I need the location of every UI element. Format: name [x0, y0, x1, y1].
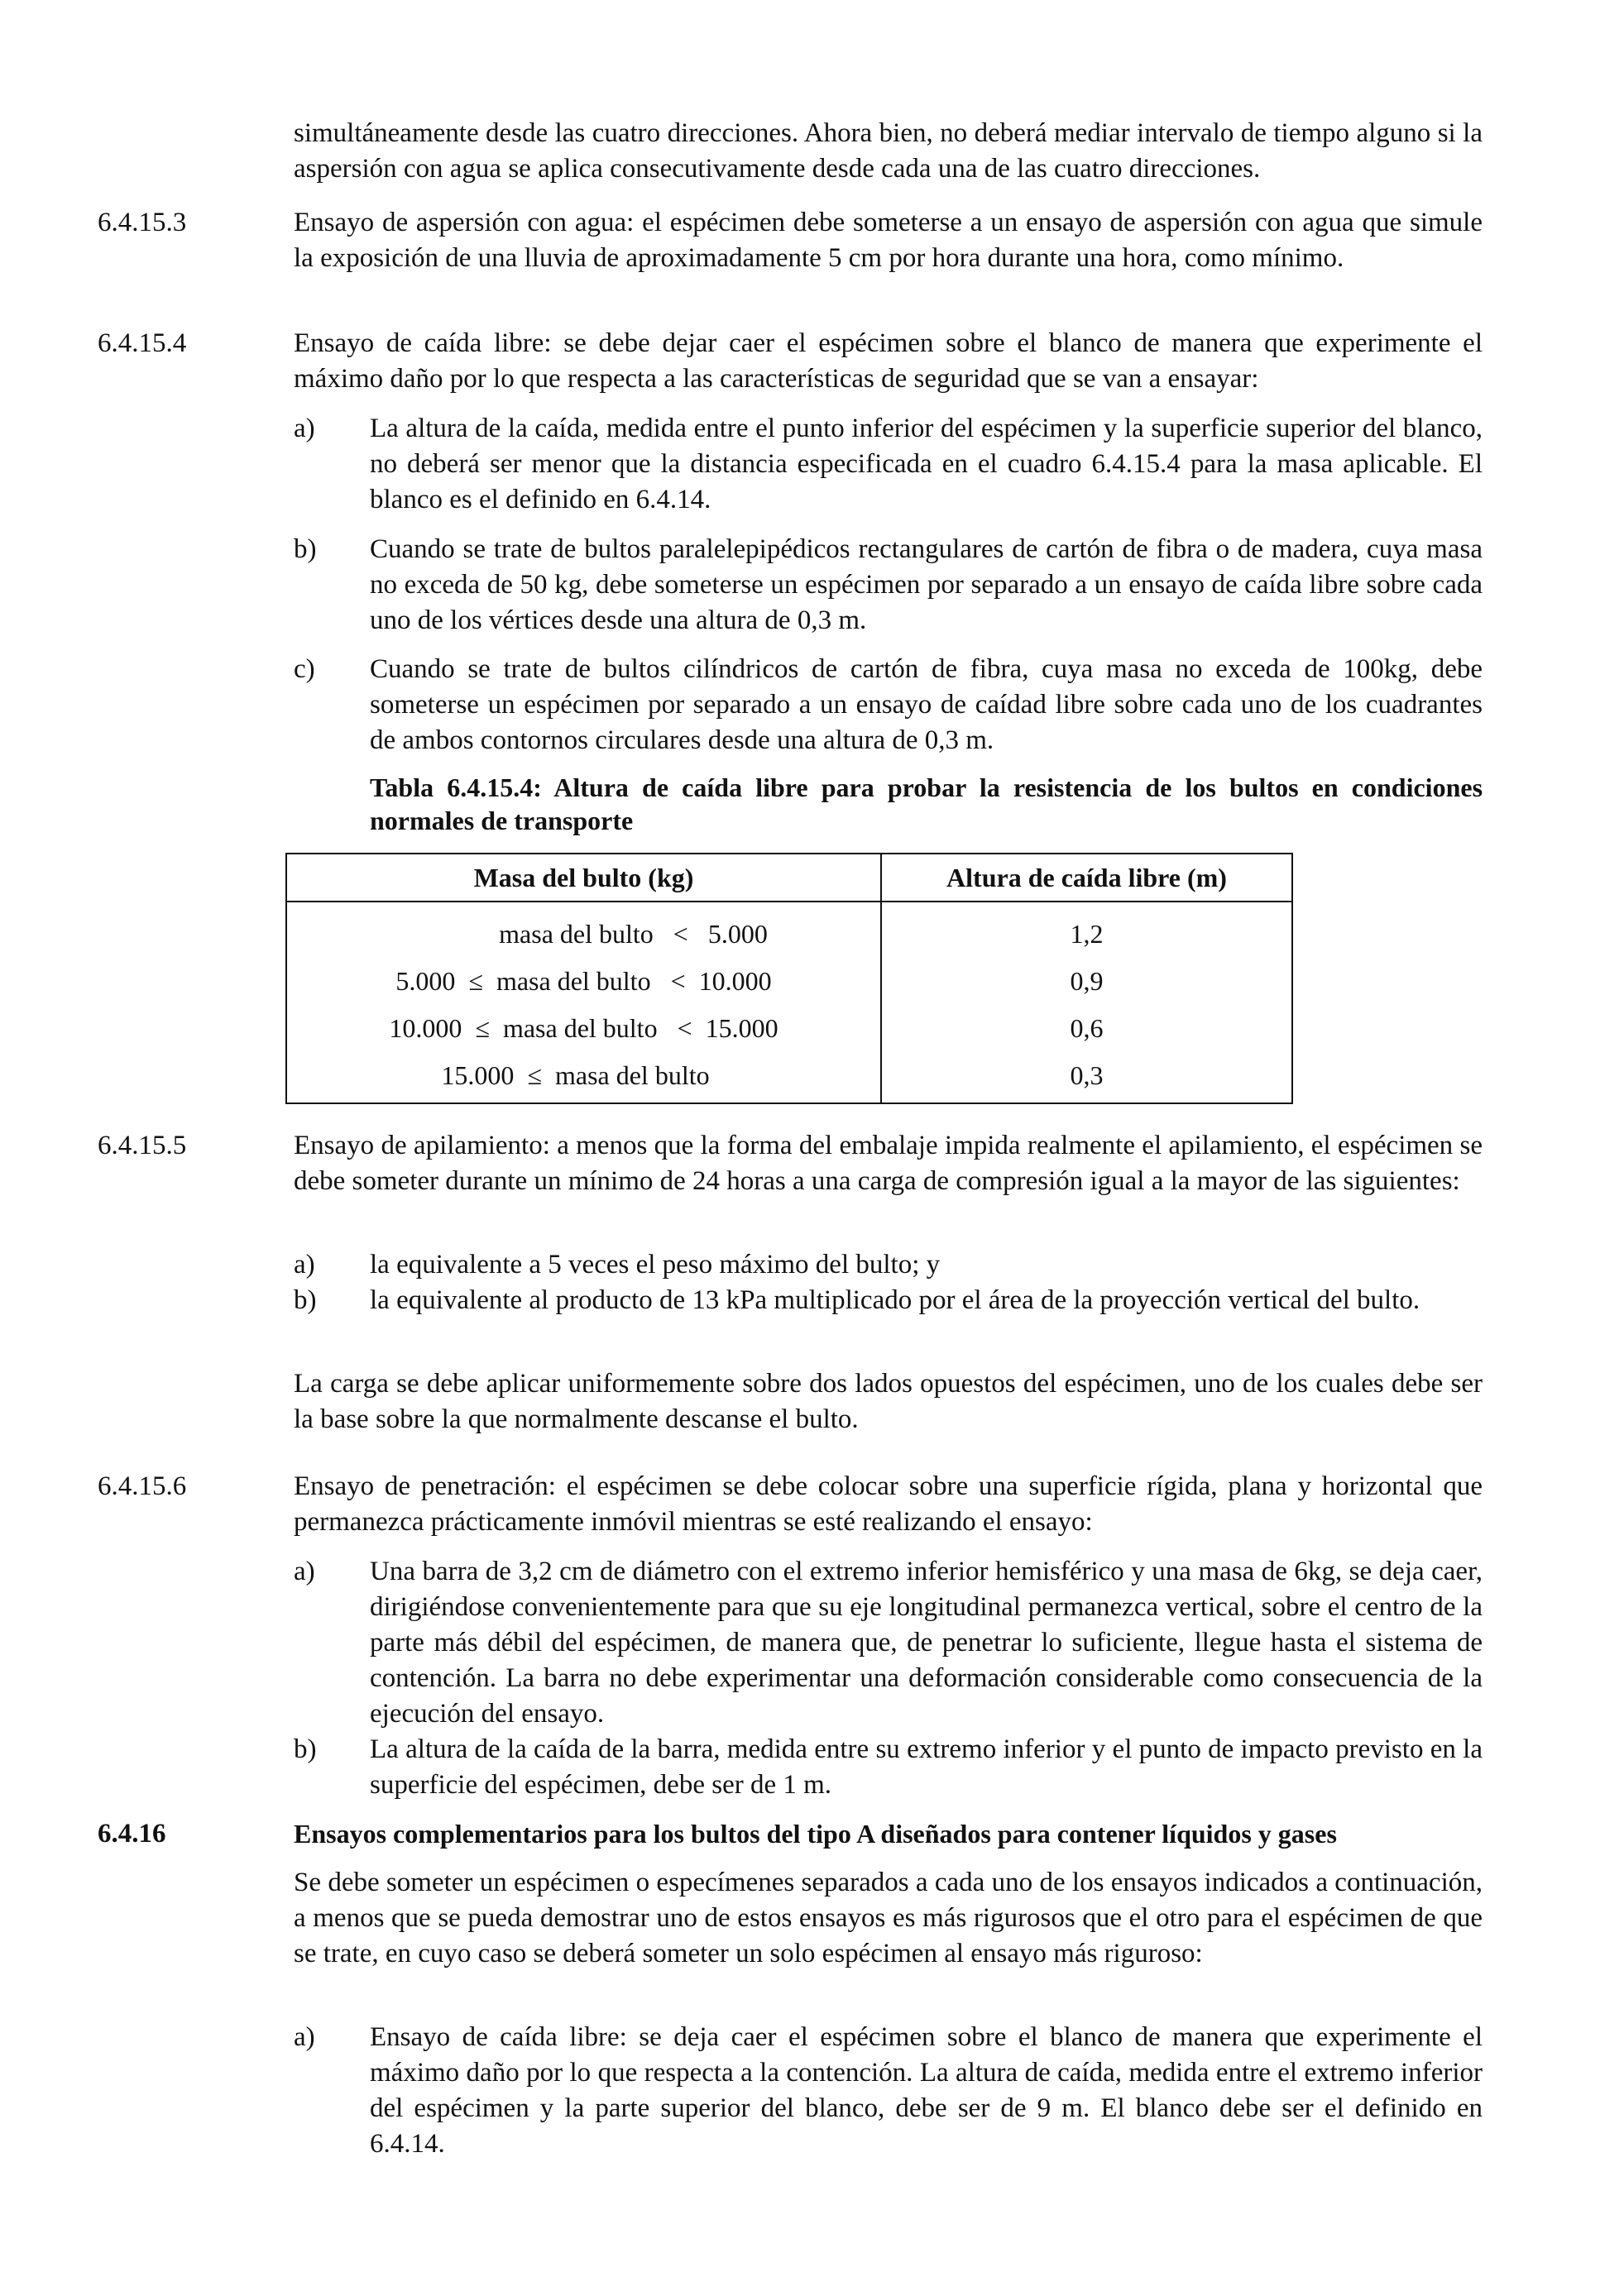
continuation-paragraph: simultáneamente desde las cuatro direcciones. Ahora bien, no deberá mediar intervalo de tiempo alguno si la aspersión con agua se aplica consecutivamente desde cada una de las cuatro direcciones. — [294, 118, 1483, 184]
drop-height-cell: 0,6 — [881, 1005, 1292, 1052]
section-text-6-4-15-6: Ensayo de penetración: el espécimen se debe colocar sobre una superficie rígida, plana y horizontal que permanezca prácticamente inmóvil mientras se esté realizando el ensayo: — [294, 1471, 1483, 1537]
column-header-height: Altura de caída libre (m) — [881, 854, 1292, 902]
mass-range-cell: 10.000 ≤ masa del bulto < 15.000 — [286, 1005, 881, 1052]
section-number-6-4-15-4: 6.4.15.4 — [98, 328, 187, 358]
section-text-6-4-16: Se debe someter un espécimen o especímenes separados a cada uno de los ensayos indicados a continuación, a menos que se pueda demostrar uno de estos ensayos es más rigurosos que el otro para el espécimen de que se trate, en cuyo caso se deberá someter un solo espécimen al ensayo más riguroso: — [294, 1868, 1483, 1968]
list-item-text: Una barra de 3,2 cm de diámetro con el extremo inferior hemisférico y una masa de 6kg, se deja caer, dirigiéndose convenientemente para que su eje longitudinal permanezca vertical, sobre el centro de la parte más débil del espécimen, de manera que, de penetrar lo suficiente, llegue hasta el sistema de contención. La barra no debe experimentar una deformación considerable como consecuencia de la ejecución del ensayo. — [370, 1557, 1483, 1729]
section-number-6-4-16: 6.4.16 — [98, 1819, 166, 1849]
list-item-text: Cuando se trate de bultos paralelepipédicos rectangulares de cartón de fibra o de madera, cuya masa no exceda de 50 kg, debe someterse un espécimen por separado a un ensayo de caída libre sobre cada uno de los vértices desde una altura de 0,3 m. — [370, 534, 1483, 635]
drop-height-cell: 0,9 — [881, 958, 1292, 1005]
list-item-text: La altura de la caída, medida entre el punto inferior del espécimen y la superficie superior del blanco, no deberá ser menor que la distancia especificada en el cuadro 6.4.15.4 para la masa aplicable. El blanco es el definido en 6.4.14. — [370, 414, 1483, 514]
section-closing-6-4-15-5: La carga se debe aplicar uniformemente sobre dos lados opuestos del espécimen, uno de los cuales debe ser la base sobre la que normalmente descanse el bulto. — [294, 1369, 1483, 1434]
table-caption — [370, 771, 1483, 837]
list-item-text: La altura de la caída de la barra, medida entre su extremo inferior y el punto de impacto previsto en la superficie del espécimen, debe ser de 1 m. — [370, 1734, 1483, 1800]
column-header-mass: Masa del bulto (kg) — [286, 854, 881, 902]
list-item-label: b) — [294, 1285, 317, 1315]
drop-height-cell: 0,3 — [881, 1052, 1292, 1103]
table-row — [286, 902, 1292, 958]
list-item-label: b) — [294, 534, 317, 564]
section-number-6-4-15-3: 6.4.15.3 — [98, 208, 187, 237]
list-item-label: c) — [294, 654, 315, 684]
table-header-row — [286, 854, 1292, 902]
table-caption-label: Tabla 6.4.15.4: — [370, 773, 542, 802]
list-item-text: Ensayo de caída libre: se deja caer el espécimen sobre el blanco de manera que experimente el máximo daño por lo que respecta a la contención. La altura de caída, medida entre el extremo inferior del espécimen y la parte superior del blanco, debe ser de 9 m. El blanco debe ser el definido en 6.4.14. — [370, 2022, 1483, 2159]
list-item-text: Cuando se trate de bultos cilíndricos de cartón de fibra, cuya masa no exceda de 100kg, debe someterse un espécimen por separado a un ensayo de caídad libre sobre cada uno de los cuadrantes de ambos contornos circulares desde una altura de 0,3 m. — [370, 654, 1483, 755]
mass-range-cell: 5.000 ≤ masa del bulto < 10.000 — [286, 958, 881, 1005]
list-item-label: a) — [294, 2022, 315, 2052]
table-row — [286, 1005, 1292, 1052]
section-heading-6-4-16: Ensayos complementarios para los bultos del tipo A diseñados para contener líquidos y gases — [294, 1819, 1337, 1849]
mass-range-cell: masa del bulto < 5.000 — [286, 902, 881, 958]
table-caption-text: Altura de caída libre para probar la resistencia de los bultos en condiciones normales de transporte — [370, 773, 1483, 835]
list-item-label: a) — [294, 1557, 315, 1586]
section-text-6-4-15-5: Ensayo de apilamiento: a menos que la forma del embalaje impida realmente el apilamiento, el espécimen se debe someter durante un mínimo de 24 horas a una carga de compresión igual a la mayor de las siguientes: — [294, 1131, 1483, 1196]
drop-height-table — [285, 853, 1293, 1104]
mass-range-cell: 15.000 ≤ masa del bulto — [286, 1052, 881, 1103]
list-item-label: a) — [294, 414, 315, 443]
table-row — [286, 958, 1292, 1005]
list-item-text: la equivalente a 5 veces el peso máximo del bulto; y — [370, 1250, 941, 1280]
list-item-label: b) — [294, 1734, 317, 1764]
section-number-6-4-15-5: 6.4.15.5 — [98, 1131, 187, 1160]
list-item-text: la equivalente al producto de 13 kPa multiplicado por el área de la proyección vertical del bulto. — [370, 1285, 1420, 1315]
table-row — [286, 1052, 1292, 1103]
section-number-6-4-15-6: 6.4.15.6 — [98, 1471, 187, 1501]
section-text-6-4-15-3: Ensayo de aspersión con agua: el espécimen debe someterse a un ensayo de aspersión con agua que simule la exposición de una lluvia de aproximadamente 5 cm por hora durante una hora, como mínimo. — [294, 208, 1483, 273]
drop-height-cell: 1,2 — [881, 902, 1292, 958]
section-text-6-4-15-4: Ensayo de caída libre: se debe dejar caer el espécimen sobre el blanco de manera que experimente el máximo daño por lo que respecta a las características de seguridad que se van a ensayar: — [294, 328, 1483, 394]
list-item-label: a) — [294, 1250, 315, 1280]
